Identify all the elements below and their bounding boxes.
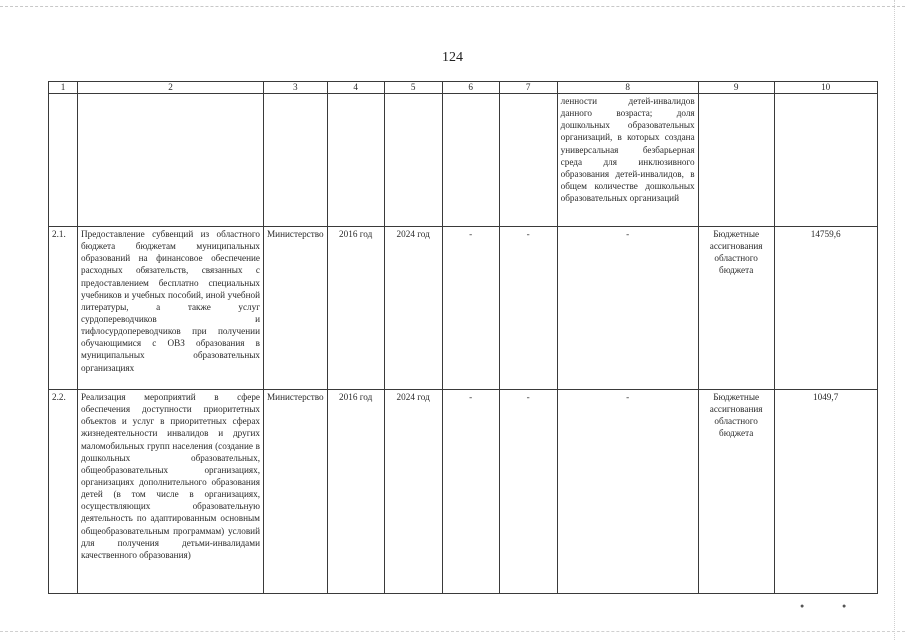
table-cell: -	[499, 390, 557, 594]
indicator-text: -	[557, 227, 698, 390]
header-cell: 6	[442, 82, 499, 94]
table-cell	[499, 94, 557, 227]
activity-description: Реализация мероприятий в сфере обеспечения доступности приоритетных объектов и услуг в приоритетных сферах жизнедеятельности инвалидов и других маломобильных групп населения (создание в дошкольных образовательных, общеобразовательных организациях, организациях дополнительного образования детей (в том числе в организациях, осуществляющих образовательную деятельность по адаптированным основным общеобразовательным программам) условий для получения детьми-инвалидами качественного образования)	[78, 390, 264, 594]
table-cell: -	[442, 227, 499, 390]
header-cell: 7	[499, 82, 557, 94]
activity-description: Предоставление субвенций из областного бюджета бюджетам муниципальных образований на финансовое обеспечение расходных обязательств, связанных с предоставлением бесплатно специальных учебников и учебных пособий, иной учебной литературы, а также услуг сурдопереводчиков и тифлосурдопереводчиков при получении обучающимися с ОВЗ образования в муниципальных образовательных организациях	[78, 227, 264, 390]
funding-source: Бюджетные ассигнования областного бюджета	[698, 390, 774, 594]
table-cell: -	[442, 390, 499, 594]
table-cell	[698, 94, 774, 227]
header-cell: 5	[384, 82, 442, 94]
scan-edge-bottom	[0, 631, 905, 632]
end-year: 2024 год	[384, 227, 442, 390]
table-cell	[774, 94, 877, 227]
scan-speck: ●	[842, 602, 847, 610]
header-cell: 1	[49, 82, 78, 94]
end-year: 2024 год	[384, 390, 442, 594]
header-cell: 9	[698, 82, 774, 94]
table-cell	[264, 94, 328, 227]
page-number: 124	[442, 50, 463, 65]
row-number: 2.2.	[49, 390, 78, 594]
scan-speck: ●	[800, 602, 805, 610]
table-cell	[327, 94, 384, 227]
scan-edge-right	[894, 0, 895, 640]
start-year: 2016 год	[327, 227, 384, 390]
funding-amount: 1049,7	[774, 390, 877, 594]
executor: Министерство	[264, 390, 328, 594]
row-number: 2.1.	[49, 227, 78, 390]
funding-amount: 14759,6	[774, 227, 877, 390]
funding-source: Бюджетные ассигнования областного бюджета	[698, 227, 774, 390]
table-header-row	[49, 82, 878, 94]
table-row-continued	[49, 94, 878, 227]
table-cell: -	[499, 227, 557, 390]
executor: Министерство	[264, 227, 328, 390]
table-cell	[78, 94, 264, 227]
header-cell: 8	[557, 82, 698, 94]
indicator-text-continued: ленности детей-инвалидов данного возраста; доля дошкольных образовательных организаций, в которых создана универсальная безбарьерная среда для инклюзивного образования детей-инвалидов, в общем количестве дошкольных образовательных организаций	[557, 94, 698, 227]
header-cell: 3	[264, 82, 328, 94]
start-year: 2016 год	[327, 390, 384, 594]
table-row	[49, 390, 878, 594]
header-cell: 2	[78, 82, 264, 94]
header-cell: 4	[327, 82, 384, 94]
table-cell	[384, 94, 442, 227]
program-activities-table	[48, 81, 878, 594]
table-cell	[49, 94, 78, 227]
table-cell	[442, 94, 499, 227]
header-cell: 10	[774, 82, 877, 94]
scan-edge-top	[0, 6, 905, 7]
table-row	[49, 227, 878, 390]
indicator-text: -	[557, 390, 698, 594]
